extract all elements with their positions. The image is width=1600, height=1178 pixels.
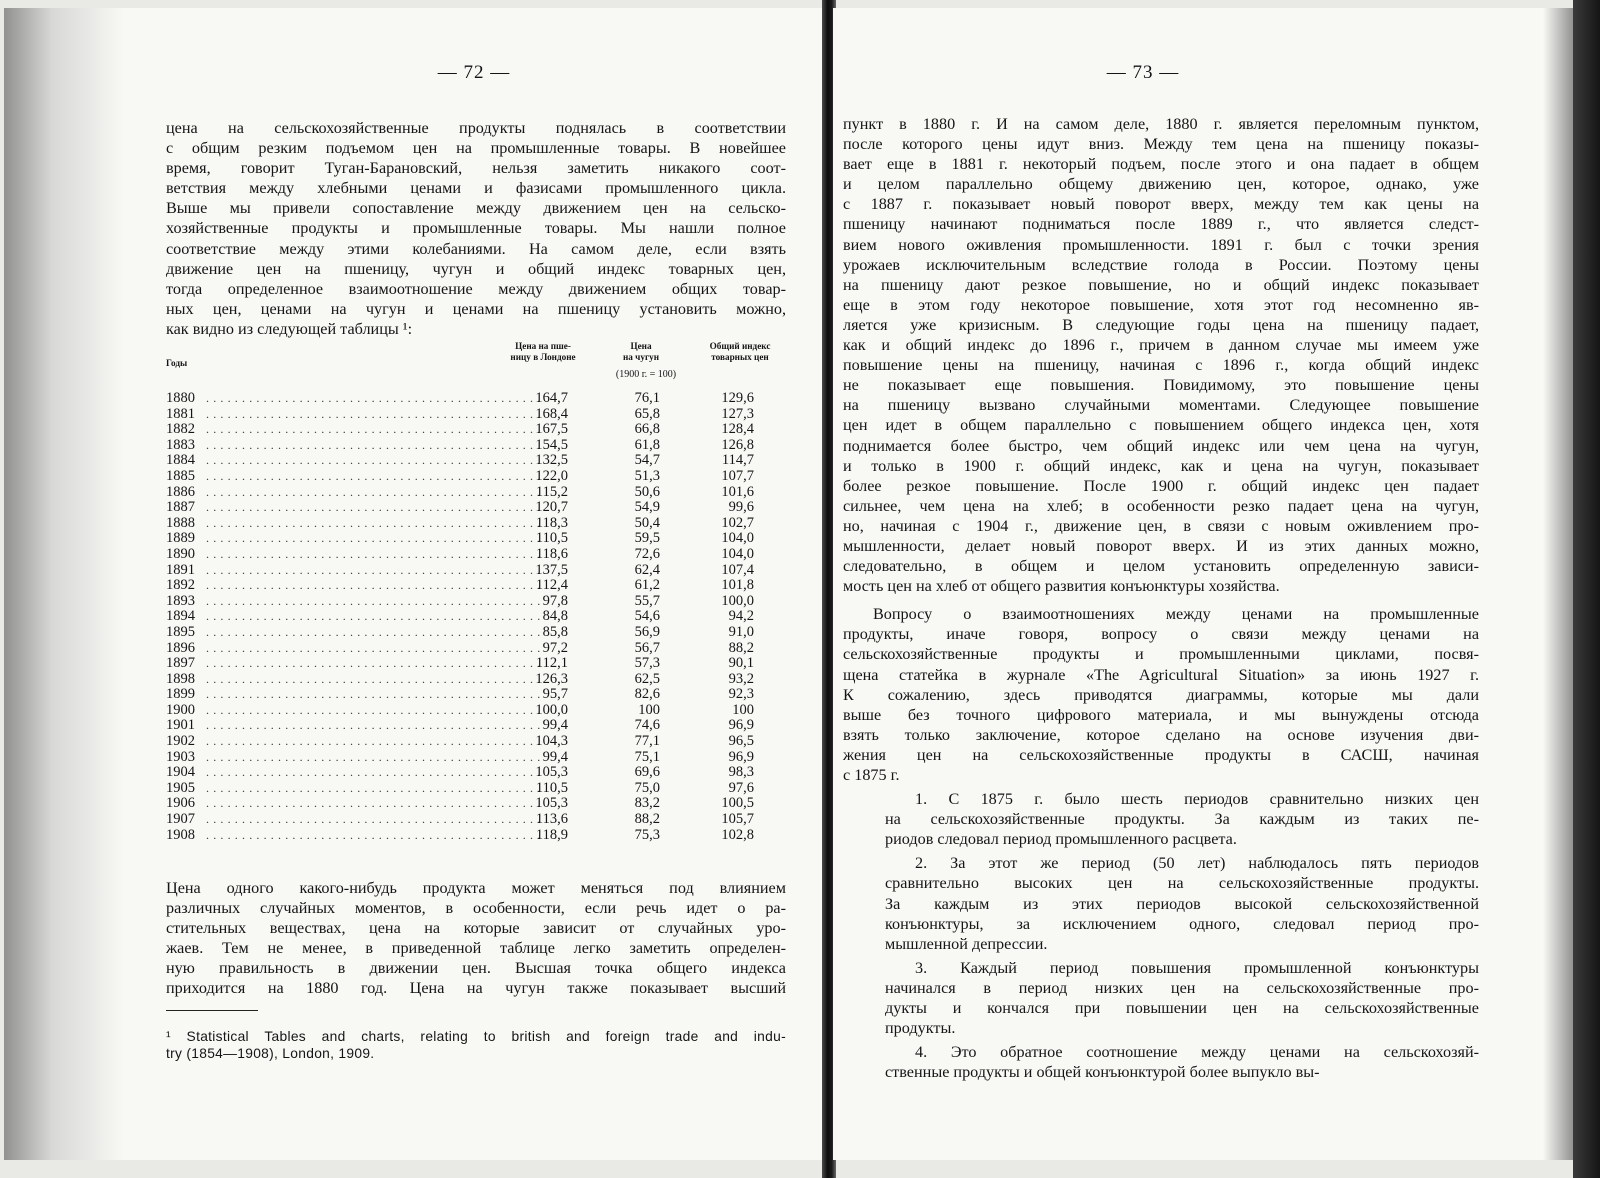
index-cell: 104,0 xyxy=(721,530,754,547)
index-cell: 96,9 xyxy=(728,717,754,734)
scan-edge xyxy=(1573,0,1600,1178)
table-row xyxy=(166,781,788,797)
right-page xyxy=(833,8,1583,1160)
after-table-paragraph xyxy=(166,878,786,999)
dot-leader: ............................................... xyxy=(206,827,545,842)
dot-leader: ............................................... xyxy=(206,484,545,499)
index-cell: 100 xyxy=(732,701,754,718)
wheat-price-cell: 112,4 xyxy=(535,577,568,594)
text-line: 3. Каждый период повышения промышленной конъюнктуры xyxy=(915,958,1479,977)
dot-leader: ............................................... xyxy=(206,468,545,483)
text-line: дукты и кончался при повышении цен на сельскохозяйственные xyxy=(885,999,1479,1018)
year-cell: 1904 xyxy=(166,764,195,781)
table-row xyxy=(166,469,788,485)
intro-paragraph xyxy=(166,118,786,339)
text-line: но, начиная с 1904 г., движение цен, в связи с новым оживлением про- xyxy=(843,516,1479,535)
year-cell: 1905 xyxy=(166,779,195,796)
header-wheat-london: Цена на пше- ницу в Лондоне xyxy=(510,341,576,362)
iron-price-cell: 88,2 xyxy=(634,811,660,828)
wheat-price-cell: 132,5 xyxy=(535,452,568,469)
text-line: Цена одного какого-нибудь продукта может меняться под влиянием xyxy=(166,879,786,897)
table-row xyxy=(166,828,788,844)
index-cell: 107,7 xyxy=(721,467,754,484)
index-cell: 102,7 xyxy=(721,514,754,531)
year-cell: 1907 xyxy=(166,811,195,828)
text-line: как видно из следующей таблицы ¹: xyxy=(166,319,413,338)
index-cell: 101,8 xyxy=(721,577,754,594)
table-row xyxy=(166,516,788,532)
index-cell: 107,4 xyxy=(721,561,754,578)
wheat-price-cell: 167,5 xyxy=(535,421,568,438)
year-cell: 1895 xyxy=(166,623,195,640)
text-line: следовательно, в общем и целом установить определенную зависи- xyxy=(843,557,1479,576)
table-row xyxy=(166,500,788,516)
wheat-price-cell: 122,0 xyxy=(535,467,568,484)
text-line: 2. За этот же период (50 лет) наблюдалось пять периодов xyxy=(915,854,1479,873)
iron-price-cell: 76,1 xyxy=(634,390,660,406)
index-cell: 98,3 xyxy=(728,764,754,781)
wheat-price-cell: 154,5 xyxy=(535,436,568,453)
text-line: после которого цены идут вниз. Между тем цена на пшеницу показы- xyxy=(843,135,1479,154)
wheat-price-cell: 105,3 xyxy=(535,795,568,812)
index-cell: 93,2 xyxy=(728,670,754,687)
index-cell: 92,3 xyxy=(728,686,754,703)
footnote-line: ¹ Statistical Tables and charts, relating to british and foreign trade and indu- xyxy=(166,1029,786,1044)
wheat-price-cell: 100,0 xyxy=(535,701,568,718)
list-item xyxy=(843,789,1479,849)
page-number: — 72 — xyxy=(437,62,511,83)
text-line: как и общий индекс до 1896 г., причем в данном случае мы имеем уже xyxy=(843,336,1479,355)
wheat-price-cell: 168,4 xyxy=(535,405,568,422)
text-line: соответствие между этими колебаниями. На самом деле, если взять xyxy=(166,239,786,258)
text-line: повышение цены на пшеницу, начиная с 1896 г., когда общий индекс xyxy=(843,356,1479,375)
wheat-price-cell: 84,8 xyxy=(542,608,568,625)
dot-leader: ............................................... xyxy=(206,422,545,437)
table-row xyxy=(166,765,788,781)
text-line: 1. С 1875 г. было шесть периодов сравнительно низких цен xyxy=(915,790,1479,809)
iron-price-cell: 57,3 xyxy=(634,655,660,672)
index-cell: 128,4 xyxy=(721,421,754,438)
index-cell: 96,9 xyxy=(728,748,754,765)
iron-price-cell: 75,0 xyxy=(634,779,660,796)
index-cell: 114,7 xyxy=(721,452,754,469)
year-cell: 1901 xyxy=(166,717,195,734)
table-row xyxy=(166,750,788,766)
text-line: поднимается более быстро, чем общий индекс или чем цена на чугун, xyxy=(843,436,1479,455)
year-cell: 1894 xyxy=(166,608,195,625)
iron-price-cell: 50,6 xyxy=(634,483,660,500)
year-cell: 1893 xyxy=(166,592,195,609)
dot-leader: ............................................... xyxy=(206,687,545,702)
wheat-price-cell: 118,9 xyxy=(535,826,568,843)
table-row xyxy=(166,594,788,610)
iron-price-cell: 54,7 xyxy=(634,452,660,469)
text-line: время, говорит Туган-Барановский, нельзя заметить никакого соот- xyxy=(166,159,786,178)
dot-leader: ............................................... xyxy=(206,453,545,468)
dot-leader: ............................................... xyxy=(206,437,545,452)
year-cell: 1883 xyxy=(166,436,195,453)
iron-price-cell: 54,6 xyxy=(634,608,660,625)
iron-price-cell: 65,8 xyxy=(634,405,660,422)
table-row xyxy=(166,563,788,579)
text-line: сильнее, чем цена на хлеб; в особенности резко падает цена на чугун, xyxy=(843,496,1479,515)
dot-leader: ............................................... xyxy=(206,562,545,577)
text-line: движение цен на пшеницу, чугун и общий индекс товарных цен, xyxy=(166,259,786,278)
dot-leader: ............................................... xyxy=(206,593,545,608)
text-line: сельскохозяйственные продукты и промышленными циклами, посвя- xyxy=(843,645,1479,664)
text-line: приходится на 1880 год. Цена на чугун также показывает высший xyxy=(166,979,786,998)
index-cell: 100,0 xyxy=(721,592,754,609)
text-line: различных случайных моментов, в особенности, если речь идет о ра- xyxy=(166,899,786,918)
text-line: сравнительно высоких цен на сельскохозяйственные продукты. xyxy=(885,874,1479,893)
table-row xyxy=(166,703,788,719)
page-shadow xyxy=(4,8,124,1160)
dot-leader: ............................................... xyxy=(206,702,545,717)
text-line: ветствия между хлебными ценами и фазисами промышленного цикла. xyxy=(166,179,786,198)
wheat-price-cell: 104,3 xyxy=(535,733,568,750)
wheat-price-cell: 118,6 xyxy=(535,545,568,562)
table-row xyxy=(166,687,788,703)
table-row xyxy=(166,578,788,594)
dot-leader: ............................................... xyxy=(206,796,545,811)
index-cell: 104,0 xyxy=(721,545,754,562)
text-line: конъюнктуры, за исключением одного, следовал период про- xyxy=(885,914,1479,933)
index-cell: 88,2 xyxy=(728,639,754,656)
dot-leader: ............................................... xyxy=(206,765,545,780)
year-cell: 1880 xyxy=(166,390,195,406)
index-cell: 129,6 xyxy=(721,390,754,406)
table-row xyxy=(166,531,788,547)
table-row xyxy=(166,641,788,657)
text-line: более резкое повышение. После 1900 г. общий индекс цен падает xyxy=(843,476,1479,495)
table-body xyxy=(166,391,788,843)
iron-price-cell: 54,9 xyxy=(634,499,660,516)
table-row xyxy=(166,672,788,688)
table-row xyxy=(166,438,788,454)
text-line: цен идет в общем параллельно с повышением общего индекса цен, хотя xyxy=(843,416,1479,435)
table-row xyxy=(166,453,788,469)
page-number: — 73 — xyxy=(1106,62,1180,83)
iron-price-cell: 59,5 xyxy=(634,530,660,547)
wheat-price-cell: 97,8 xyxy=(542,592,568,609)
year-cell: 1897 xyxy=(166,655,195,672)
wheat-price-cell: 126,3 xyxy=(535,670,568,687)
year-cell: 1898 xyxy=(166,670,195,687)
footnote-line: try (1854—1908), London, 1909. xyxy=(166,1046,375,1061)
text-line: 4. Это обратное соотношение между ценами на сельскохозяй- xyxy=(915,1043,1479,1062)
text-line: начинался в период низких цен на сельскохозяйственные про- xyxy=(885,978,1479,997)
wheat-price-cell: 110,5 xyxy=(535,779,568,796)
iron-price-cell: 69,6 xyxy=(634,764,660,781)
iron-price-cell: 75,1 xyxy=(634,748,660,765)
numbered-list xyxy=(843,789,1479,1082)
year-cell: 1896 xyxy=(166,639,195,656)
wheat-price-cell: 110,5 xyxy=(535,530,568,547)
text-line: с 1887 г. показывает новый поворот вверх, между тем как цены на xyxy=(843,195,1479,214)
index-cell: 91,0 xyxy=(728,623,754,640)
table-row xyxy=(166,547,788,563)
table-row xyxy=(166,625,788,641)
list-item xyxy=(843,1042,1479,1082)
iron-price-cell: 62,4 xyxy=(634,561,660,578)
text-line: ных цен, ценами на чугун и ценами на пшеницу установить можно, xyxy=(166,299,786,318)
wheat-price-cell: 118,3 xyxy=(535,514,568,531)
text-line: стительных веществах, цена на которые зависит от случайных уро- xyxy=(166,919,786,938)
iron-price-cell: 61,2 xyxy=(634,577,660,594)
iron-price-cell: 82,6 xyxy=(634,686,660,703)
index-cell: 100,5 xyxy=(721,795,754,812)
text-line: жения цен на сельскохозяйственные продукты в САСШ, начиная xyxy=(843,745,1479,764)
index-cell: 127,3 xyxy=(721,405,754,422)
index-cell: 101,6 xyxy=(721,483,754,500)
text-line: мость цен на хлеб от общего развития конъюнктуры хозяйства. xyxy=(843,577,1280,596)
text-line: на пшеницу дают резкое повышение, но и общий индекс показывает xyxy=(843,275,1479,294)
iron-price-cell: 66,8 xyxy=(634,421,660,438)
text-line: хозяйственные продукты и промышленные товары. Мы нашли полное xyxy=(166,219,786,238)
iron-price-cell: 100 xyxy=(638,701,660,718)
text-line: пункт в 1880 г. И на самом деле, 1880 г. является переломным пунктом, xyxy=(843,115,1479,133)
dot-leader: ............................................... xyxy=(206,718,545,733)
year-cell: 1884 xyxy=(166,452,195,469)
wheat-price-cell: 112,1 xyxy=(535,655,568,672)
iron-price-cell: 74,6 xyxy=(634,717,660,734)
iron-price-cell: 83,2 xyxy=(634,795,660,812)
dot-leader: ............................................... xyxy=(206,734,545,749)
wheat-price-cell: 85,8 xyxy=(542,623,568,640)
text-line: и целом параллельно общему движению цен, которое, однако, уже xyxy=(843,175,1479,194)
text-line: ную правильность в движении цен. Высшая точка общего индекса xyxy=(166,959,786,978)
year-cell: 1891 xyxy=(166,561,195,578)
table-row xyxy=(166,407,788,423)
dot-leader: ............................................... xyxy=(206,812,545,827)
wheat-price-cell: 99,4 xyxy=(542,748,568,765)
table-row xyxy=(166,734,788,750)
dot-leader: ............................................... xyxy=(206,500,545,515)
index-cell: 126,8 xyxy=(721,436,754,453)
iron-price-cell: 77,1 xyxy=(634,733,660,750)
dot-leader: ............................................... xyxy=(206,640,545,655)
header-general-index: Общий индекс товарных цен xyxy=(709,341,771,362)
dot-leader: ............................................... xyxy=(206,578,545,593)
iron-price-cell: 56,7 xyxy=(634,639,660,656)
wheat-price-cell: 137,5 xyxy=(535,561,568,578)
dot-leader: ............................................... xyxy=(206,546,545,561)
year-cell: 1902 xyxy=(166,733,195,750)
year-cell: 1903 xyxy=(166,748,195,765)
index-cell: 97,6 xyxy=(728,779,754,796)
text-line: мышленности, делает новый поворот вверх. И из этих данных можно, xyxy=(843,536,1479,555)
dot-leader: ............................................... xyxy=(206,624,545,639)
text-line: Выше мы привели сопоставление между движением цен на сельско- xyxy=(166,199,786,218)
index-cell: 90,1 xyxy=(728,655,754,672)
dot-leader: ............................................... xyxy=(206,391,545,405)
dot-leader: ............................................... xyxy=(206,671,545,686)
iron-price-cell: 50,4 xyxy=(634,514,660,531)
dot-leader: ............................................... xyxy=(206,531,545,546)
list-item xyxy=(843,853,1479,953)
text-line: ственные продукты и общей конъюнктурой более выпукло вы- xyxy=(885,1063,1320,1082)
header-years: Годы xyxy=(166,358,188,368)
dot-leader: ............................................... xyxy=(206,406,545,421)
iron-price-cell: 56,9 xyxy=(634,623,660,640)
year-cell: 1881 xyxy=(166,405,195,422)
year-cell: 1888 xyxy=(166,514,195,531)
text-line: пшеницу начинают подниматься после 1889 г., что является следст- xyxy=(843,215,1479,234)
text-line: щена статейка в журнале «The Agricultural Situation» за июнь 1927 г. xyxy=(843,665,1479,684)
wheat-price-cell: 115,2 xyxy=(535,483,568,500)
dot-leader: ............................................... xyxy=(206,609,545,624)
left-page xyxy=(4,8,826,1160)
text-line: не показывает еще повышения. Повидимому, это повышение цены xyxy=(843,376,1479,395)
wheat-price-cell: 99,4 xyxy=(542,717,568,734)
table-row xyxy=(166,391,788,407)
year-cell: 1886 xyxy=(166,483,195,500)
text-line: вием нового оживления промышленности. 1891 г. был с точки зрения xyxy=(843,235,1479,254)
table-row xyxy=(166,718,788,734)
wheat-price-cell: 105,3 xyxy=(535,764,568,781)
iron-price-cell: 61,8 xyxy=(634,436,660,453)
dot-leader: ............................................... xyxy=(206,780,545,795)
index-cell: 94,2 xyxy=(728,608,754,625)
list-item xyxy=(843,958,1479,1038)
text-line: на пшеницу вызвано случайными моментами. Следующее повышение xyxy=(843,396,1479,415)
year-cell: 1882 xyxy=(166,421,195,438)
year-cell: 1892 xyxy=(166,577,195,594)
table-row xyxy=(166,796,788,812)
text-line: ляется уже кризисным. В следующие годы цена на пшеницу падает, xyxy=(843,315,1479,334)
text-line: еще в этом году некоторое повышение, хотя этот год несомненно яв- xyxy=(843,295,1479,314)
wheat-price-cell: 113,6 xyxy=(535,811,568,828)
iron-price-cell: 75,3 xyxy=(634,826,660,843)
dot-leader: ............................................... xyxy=(206,749,545,764)
text-line: цена на сельскохозяйственные продукты поднялась в соответствии xyxy=(166,119,786,137)
footnote-rule xyxy=(166,1010,258,1011)
wheat-price-cell: 97,2 xyxy=(542,639,568,656)
dot-leader: ............................................... xyxy=(206,656,545,671)
table-row xyxy=(166,609,788,625)
year-cell: 1885 xyxy=(166,467,195,484)
table-row xyxy=(166,812,788,828)
iron-price-cell: 62,5 xyxy=(634,670,660,687)
text-line: продукты. xyxy=(885,1019,956,1038)
text-line: вает еще в 1881 г. некоторый подъем, после этого и она падает в общем xyxy=(843,155,1479,174)
text-line: и только в 1900 г. общий индекс, как и цена на чугун, показывает xyxy=(843,456,1479,475)
table-row xyxy=(166,485,788,501)
iron-price-cell: 72,6 xyxy=(634,545,660,562)
text-line: продукты, иначе говоря, вопросу о связи между ценами на xyxy=(843,625,1479,644)
text-line: на сельскохозяйственные продукты. За каждым из таких пе- xyxy=(885,810,1479,829)
wheat-price-cell: 95,7 xyxy=(542,686,568,703)
wheat-price-cell: 164,7 xyxy=(535,390,568,406)
base-year-note: (1900 г. = 100) xyxy=(615,369,677,380)
year-cell: 1899 xyxy=(166,686,195,703)
text-line: тогда определенное взаимоотношение между движением общих товар- xyxy=(166,279,786,298)
text-line: с общим резким подъемом цен на промышленные товары. В новейшее xyxy=(166,139,786,158)
table-row xyxy=(166,656,788,672)
year-cell: 1887 xyxy=(166,499,195,516)
index-cell: 105,7 xyxy=(721,811,754,828)
year-cell: 1889 xyxy=(166,530,195,547)
iron-price-cell: 55,7 xyxy=(634,592,660,609)
text-line: Вопросу о взаимоотношениях между ценами на промышленные xyxy=(873,605,1479,624)
dot-leader: ............................................... xyxy=(206,515,545,530)
text-line: жаев. Тем не менее, в приведенной таблице легко заметить определен- xyxy=(166,939,786,958)
text-line: урожаев исключительным вследствие голода в России. Поэтому цены xyxy=(843,255,1479,274)
wheat-price-cell: 120,7 xyxy=(535,499,568,516)
index-cell: 96,5 xyxy=(728,733,754,750)
iron-price-cell: 51,3 xyxy=(634,467,660,484)
index-cell: 99,6 xyxy=(728,499,754,516)
year-cell: 1908 xyxy=(166,826,195,843)
footnote xyxy=(166,1028,786,1062)
paragraph-1 xyxy=(843,114,1479,596)
text-line: К сожалению, здесь приводятся диаграммы, которые мы дали xyxy=(843,685,1479,704)
year-cell: 1900 xyxy=(166,701,195,718)
paragraph-2 xyxy=(843,604,1479,785)
table-row xyxy=(166,422,788,438)
text-line: с 1875 г. xyxy=(843,766,900,784)
text-line: За каждым из этих периодов высокой сельскохозяйственной xyxy=(885,894,1479,913)
text-line: взять только заключение, которое сделано на основе изучения дви- xyxy=(843,725,1479,744)
text-line: мышленной депрессии. xyxy=(885,934,1048,953)
year-cell: 1890 xyxy=(166,545,195,562)
text-line: риодов следовал период промышленного расцвета. xyxy=(885,830,1237,849)
right-page-text xyxy=(843,114,1479,1082)
header-pig-iron: Цена на чугун xyxy=(622,341,660,362)
index-cell: 102,8 xyxy=(721,826,754,843)
text-line: выше без точного цифрового материала, и мы вынуждены отсюда xyxy=(843,705,1479,724)
year-cell: 1906 xyxy=(166,795,195,812)
